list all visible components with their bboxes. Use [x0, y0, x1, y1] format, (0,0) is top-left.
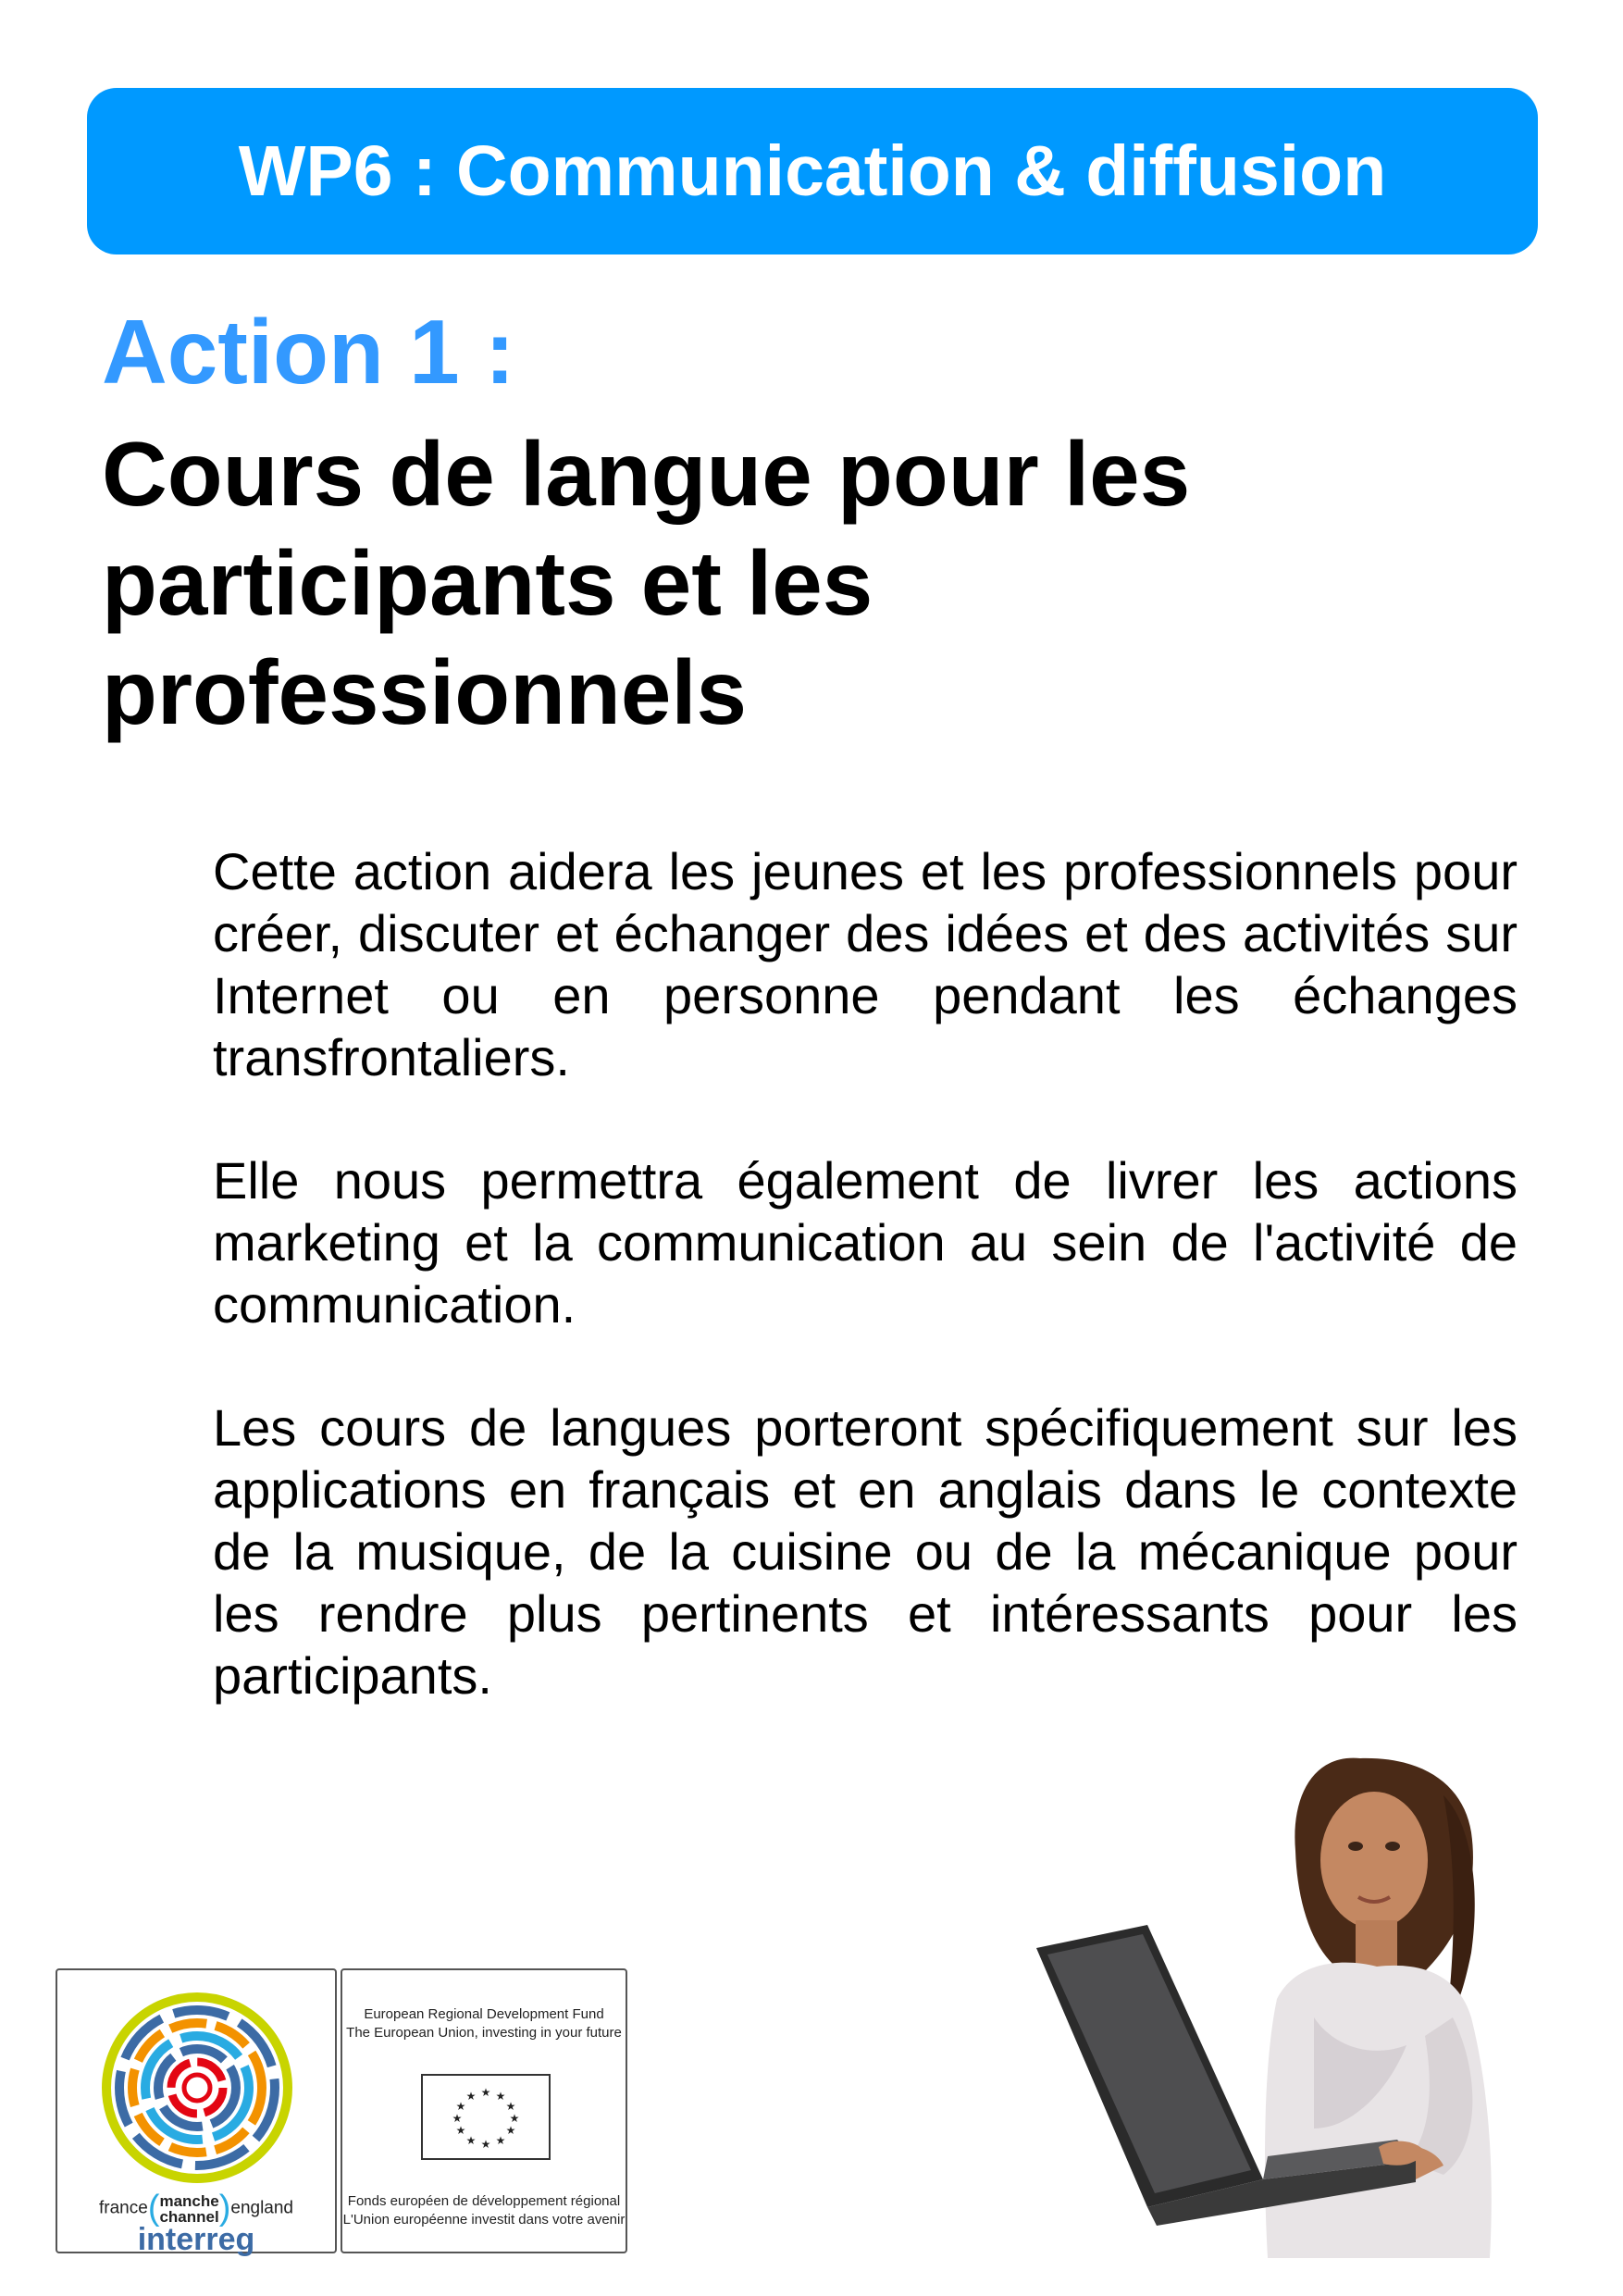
paragraph: Les cours de langues porteront spécifiquement sur les applications en français et en anglais dans le contexte de la musique, de la cuisine ou de la mécanique pour les rendre plus pertinents et intéressants pour les participants. [213, 1398, 1518, 1705]
svg-text:★: ★ [465, 2134, 477, 2147]
eu-top-line-1: European Regional Development Fund [364, 2006, 604, 2022]
eu-top-text [342, 2005, 626, 2042]
svg-text:★: ★ [505, 2100, 516, 2113]
action-title: Cours de langue pour les participants et les professionnels [102, 423, 1191, 743]
svg-text:★: ★ [480, 2138, 491, 2151]
svg-text:★: ★ [455, 2100, 466, 2113]
interreg-circles-logo [98, 1991, 296, 2185]
body-text [213, 840, 1518, 1768]
svg-text:★: ★ [480, 2086, 491, 2099]
svg-text:★: ★ [495, 2090, 506, 2103]
svg-text:★: ★ [509, 2112, 520, 2125]
paragraph: Elle nous permettra également de livrer les actions marketing et la communication au sein de l'activité de communication. [213, 1151, 1518, 1334]
eu-top-line-2: The European Union, investing in your future [346, 2025, 622, 2041]
svg-text:★: ★ [452, 2112, 463, 2125]
student-with-laptop-photo [1036, 1740, 1536, 2258]
eu-bottom-line-1: Fonds européen de développement régional [347, 2193, 621, 2209]
interreg-right-word: england [230, 2198, 293, 2218]
interreg-name: interreg [137, 2222, 255, 2257]
interreg-center-top: manche [159, 2191, 219, 2210]
eu-logo [341, 1968, 627, 2253]
interreg-logo [56, 1968, 337, 2257]
header-banner [87, 88, 1538, 254]
eu-bottom-line-2: L'Union européenne investit dans votre avenir [342, 2212, 626, 2228]
eu-flag-icon [421, 2074, 551, 2160]
interreg-wordmark: france(manche channel)england [99, 2189, 293, 2228]
svg-text:★: ★ [495, 2134, 506, 2147]
svg-text:★: ★ [465, 2090, 477, 2103]
banner-title: WP6 : Communication & diffusion [238, 130, 1387, 211]
interreg-left-word: france [99, 2198, 148, 2218]
eu-bottom-text [342, 2192, 626, 2229]
svg-text:★: ★ [455, 2124, 466, 2137]
paragraph: Cette action aidera les jeunes et les professionnels pour créer, discuter et échanger des idées et des activités sur Internet ou en personne pendant les échanges transfrontaliers. [213, 842, 1518, 1086]
interreg-center-bottom: channel [159, 2207, 219, 2226]
svg-text:★: ★ [505, 2124, 516, 2137]
action-label: Action 1 : [102, 301, 515, 403]
